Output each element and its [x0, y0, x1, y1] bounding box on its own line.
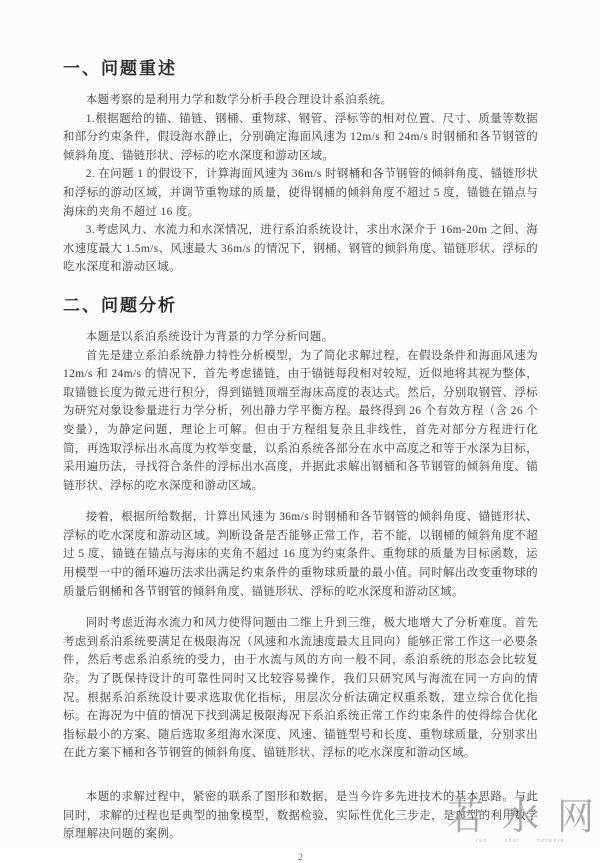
paragraph: 2. 在问题 1 的假设下，计算海面风速为 36m/s 时钢桶和各节钢管的倾斜角度、锚链形状和浮标的游动区域，并调节重物球的质量，使得钢桶的倾斜角度不超过 5 度，锚链在锚点与海床的夹角不超过 16 度。: [63, 168, 538, 218]
paragraph: 本题是以系泊系统设计为背景的力学分析问题。: [85, 330, 334, 343]
paragraph: 1.根据题给的锚、锚链、钢桶、重物球、钢管、浮标等的相对位置、尺寸、质量等数据和部分约束条件，假设海水静止，分别确定海面风速为 12m/s 和 24m/s 时钢桶和各节钢管的倾斜角度、锚链形状、浮标的吃水深度和游动区域。: [63, 112, 538, 162]
paragraph: 本题考察的是利用力学和数学分析手段合理设计系泊系统。: [85, 94, 393, 106]
paragraph: 本题的求解过程中，紧密的联系了图形和数据，是当今许多先进技术的基本思路。与此同时，求解的过程也是典型的抽象模型，数据检验，实际性优化三步走，是典型的利用数学原理解决问题的案例。: [63, 791, 538, 841]
watermark-text: 若水网: [447, 796, 612, 837]
paragraph: 3.考虑风力、水流力和水深情况，进行系泊系统设计，求出水深介于 16m-20m 之间、海水速度最大 1.5m/s、风速最大 36m/s 的情况下，钢桶、钢管的倾斜角度、锚链形状、浮标的吃水深度和游动区域。: [63, 224, 538, 274]
section-2-heading: 二、问题分析: [63, 295, 177, 315]
watermark-subtext: ruo shui network: [476, 838, 565, 844]
section-1-heading: 一、问题重述: [63, 59, 177, 78]
paragraph: 首先是建立系泊系统静力特性分析模型，为了简化求解过程，在假设条件和海面风速为 12m/s 和 24m/s 的情况下，首先考虑锚链，由于锚链每段相对较短，近似地将其视为整体，取锚链长度为微元进行积分，得到锚链顶端至海床高度的表达式。然后，分别取钢管、浮标为研究对象设参量进行力学分析，列出静力学平衡方程。最终得到 26 个有效方程（含 26 个变量），为静定问题，理论上可解。但由于方程组复杂且非线性，首先对部分方程进行化简，再选取浮标出水高度为枚举变量，以系泊系统各部分在水中高度之和等于水深为目标，采用遍历法，寻找符合条件的浮标出水高度，并据此求解出钢桶和各节钢管的倾斜角度、锚链形状、浮标的吃水深度和游动区域。: [63, 349, 538, 492]
page-number: 2: [298, 852, 303, 863]
paragraph: 接着，根据所给数据，计算出风速为 36m/s 时钢桶和各节钢管的倾斜角度、锚链形状、浮标的吃水深度和游动区域。判断设备是否能够正常工作，若不能，以钢桶的倾斜角度不超过 5 度、锚链在锚点与海床的夹角不超过 16 度为约束条件、重物球的质量为目标函数，运用模型一中的循环遍历法求出满足约束条件的重物球质量的最小值。同时解出改变重物球的质量后钢桶和各节钢管的倾斜角度、锚链形状、浮标的吃水深度和游动区域。: [63, 511, 538, 598]
paragraph: 同时考虑近海水流力和风力使得问题由二维上升到三维，极大地增大了分析难度。首先考虑到系泊系统要满足在极限海况（风速和水流速度最大且同向）能够正常工作这一必要条件，然后考虑系泊系统的受力，由于水流与风的方向一般不同，系泊系统的形态会比较复杂。为了既保持设计的可靠性同时又比较容易操作，我们只研究风与海流在同一方向的情况。根据系泊系统设计要求选取优化指标，用层次分析法确定权重系数，建立综合优化指标。在海况为中值的情况下找到满足极限海况下系泊系统正常工作约束条件的使得综合优化指标最小的方案、随后选取多组海水深度、风速、锚链型号和长度、重物球质量，分别求出在此方案下桶和各节钢管的倾斜角度、锚链形状、浮标的吃水深度和游动区域。: [63, 617, 538, 760]
